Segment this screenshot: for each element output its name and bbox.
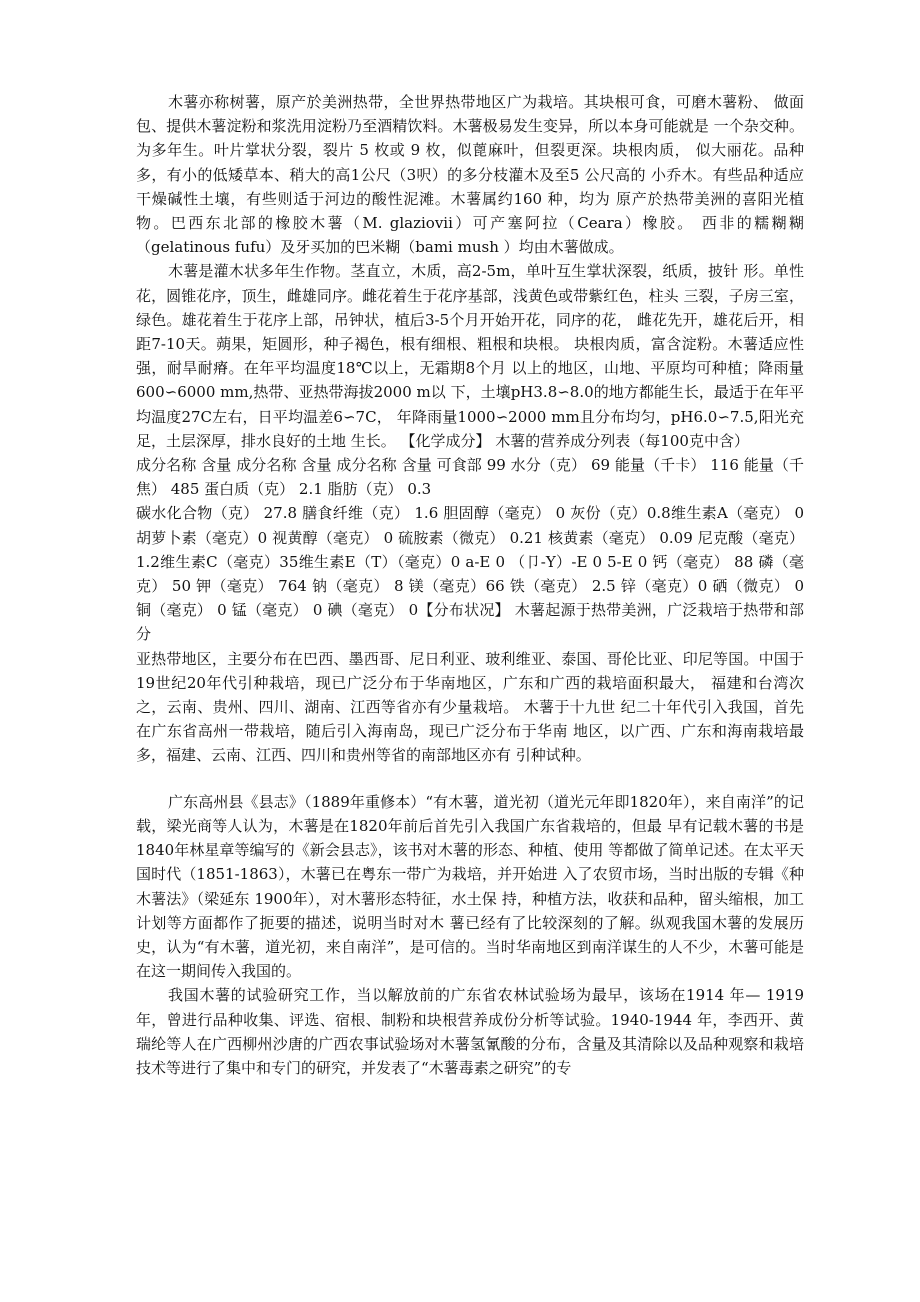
paragraph-nutrition-header: 成分名称 含量 成分名称 含量 成分名称 含量 可食部 99 水分（克） 69 能量（千卡） 116 能量（千焦） 485 蛋白质（克） 2.1 脂肪（克） 0.3: [136, 456, 804, 499]
paragraph-intro: 木薯亦称树薯，原产於美洲热带，全世界热带地区广为栽培。其块根可食，可磨木薯粉、 做面包、提供木薯淀粉和浆洗用淀粉乃至酒精饮料。木薯极易发生变异，所以本身可能就是 一个杂交种。为多年生。叶片掌状分裂，裂片 5 枚或 9 枚，似蓖麻叶，但裂更深。块根肉质， 似大丽花。品种多，有小的低矮草本、稍大的高1公尺（3呎）的多分枝灌木及至5 公尺高的 小乔木。有些品种适应干燥碱性土壤，有些则适于河边的酸性泥滩。木薯属约160 种，均为 原产於热带美洲的喜阳光植物。巴西东北部的橡胶木薯（M. glaziovii）可产塞阿拉（Ceara）橡胶。 西非的糯糊糊（gelatinous fufu）及牙买加的巴米糊（bami mush ）均由木薯做成。: [136, 93, 804, 257]
paragraph-gap: [136, 768, 804, 790]
paragraph-nutrition-values: 碳水化合物（克） 27.8 膳食纤维（克） 1.6 胆固醇（毫克） 0 灰份（克）0.8维生素A（毫克） 0胡萝卜素（毫克）0 视黄醇（毫克） 0 硫胺素（微克） 0.21 核黄素（毫克） 0.09 尼克酸（毫克）1.2维生素C（毫克）35维生素E（T）（毫克）0 a-E 0 （卩-Y）-E 0 5-E 0 钙（毫克） 88 磷（毫克） 50 钾（毫克） 764 钠（毫克） 8 镁（毫克）66 铁（毫克） 2.5 锌（毫克）0 硒（微克） 0 铜（毫克） 0 锰（毫克） 0 碘（毫克） 0【分布状况】 木薯起源于热带美洲，广泛栽培于热带和部分: [136, 504, 804, 644]
paragraph-distribution: 亚热带地区，主要分布在巴西、墨西哥、尼日利亚、玻利维亚、泰国、哥伦比亚、印尼等国。中国于19世纪20年代引种栽培，现已广泛分布于华南地区，广东和广西的栽培面积最大， 福建和台湾次之，云南、贵州、四川、湖南、江西等省亦有少量栽培。 木薯于十九世 纪二十年代引入我国，首先在广东省高州一带栽培，随后引入海南岛，现已广泛分布于华南 地区，以广西、广东和海南栽培最多，福建、云南、江西、四川和贵州等省的南部地区亦有 引种试种。: [136, 649, 804, 765]
document-page: [136, 90, 804, 1080]
paragraph-research: 我国木薯的试验研究工作，当以解放前的广东省农林试验场为最早，该场在1914 年— 1919 年，曾进行品种收集、评选、宿根、制粉和块根营养成份分析等试验。1940-1944 年，李西开、黄瑞纶等人在广西柳州沙唐的广西农事试验场对木薯氢氰酸的分布，含量及其清除以及品种观察和栽培技术等进行了集中和专门的研究，并发表了“木薯毒素之研究”的专: [136, 986, 804, 1077]
paragraph-history: 广东高州县《县志》（1889年重修本）“有木薯，道光初（道光元年即1820年），来自南洋”的记载，梁光商等人认为，木薯是在1820年前后首先引入我国广东省栽培的，但最 早有记载木薯的书是1840年林星章等编写的《新会县志》，该书对木薯的形态、种植、使用 等都做了简单记述。在太平天国时代（1851-1863），木薯已在粤东一带广为栽培，并开始进 入了农贸市场，当时出版的专辑《种木薯法》（梁延东 1900年），对木薯形态特征，水土保 持，种植方法，收获和品种，留头缩根，加工计划等方面都作了扼要的描述，说明当时对木 薯已经有了比较深刻的了解。纵观我国木薯的发展历史，认为“有木薯，道光初，来自南洋”，是可信的。当时华南地区到南洋谋生的人不少，木薯可能是在这一期间传入我国的。: [136, 792, 804, 981]
paragraph-botany: 木薯是灌木状多年生作物。茎直立，木质，高2-5m，单叶互生掌状深裂，纸质，披针 形。单性花，圆锥花序，顶生，雌雄同序。雌花着生于花序基部，浅黄色或带紫红色，柱头 三裂，子房三室，绿色。雄花着生于花序上部，吊钟状，植后3-5个月开始开花，同序的花， 雌花先开，雄花后开，相距7-10天。蒴果，矩圆形，种子褐色，根有细根、粗根和块根。 块根肉质，富含淀粉。木薯适应性强，耐旱耐瘠。在年平均温度18℃以上，无霜期8个月 以上的地区，山地、平原均可种植；降雨量600∽6000 mm,热带、亚热带海拔2000 m以 下，土壤pH3.8∽8.0的地方都能生长，最适于在年平均温度27C左右，日平均温差6∽7C， 年降雨量1000∽2000 mm且分布均匀，pH6.0∽7.5,阳光充足，土层深厚，排水良好的土地 生长。 【化学成分】 木薯的营养成分列表（每100克中含）: [136, 262, 804, 450]
